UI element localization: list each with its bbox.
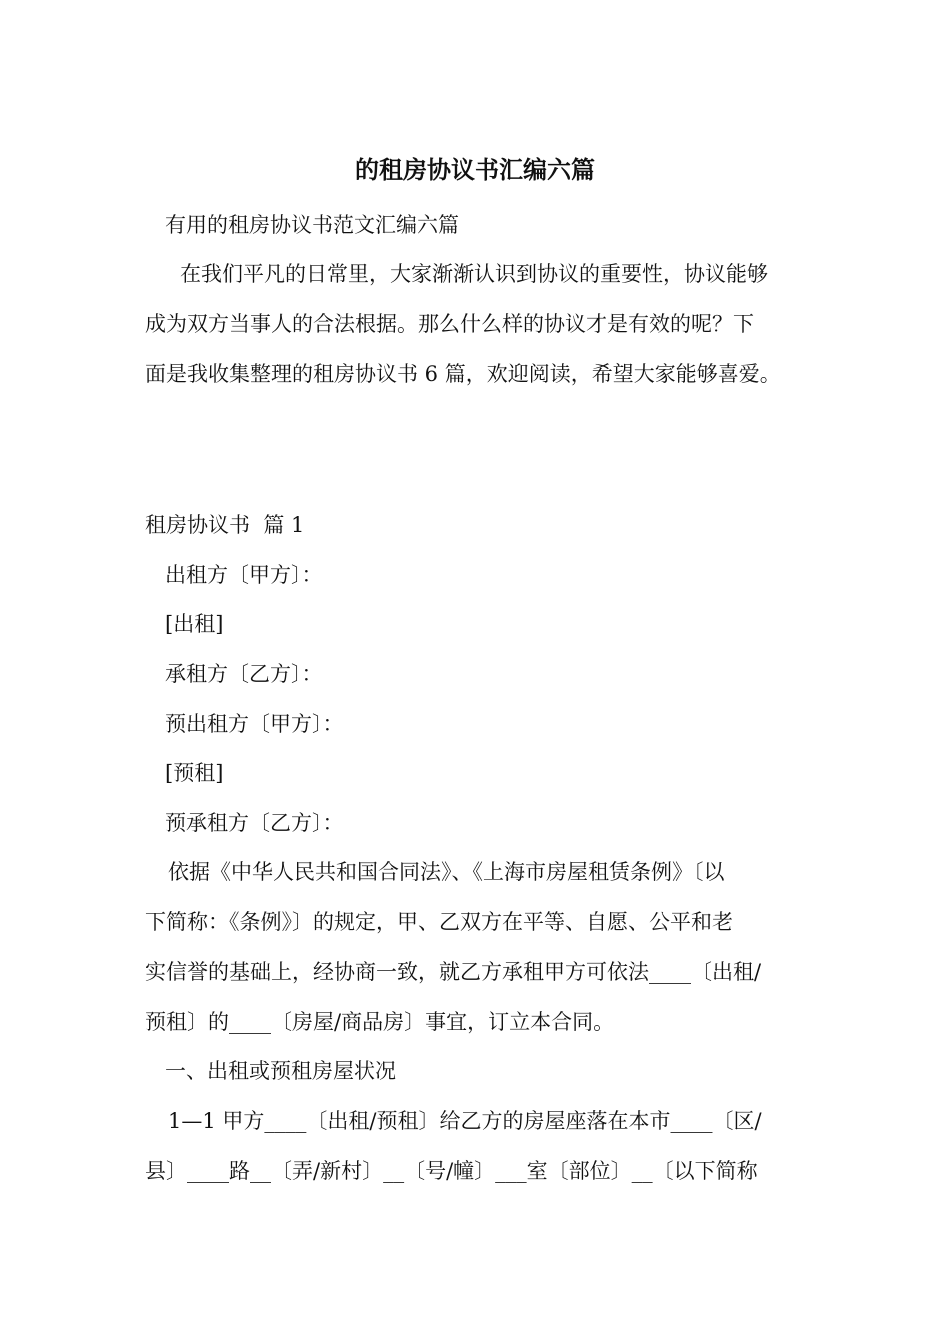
clause-1-1-line-1: 1—1 甲方____〔出租/预租〕给乙方的房屋座落在本市____〔区/ [168, 1109, 762, 1133]
basis-line-1: 依据《中华人民共和国合同法》、《上海市房屋租赁条例》〔以 [168, 860, 725, 884]
document-title: 的租房协议书汇编六篇 [355, 155, 595, 184]
basis-line-4: 预租〕的____〔房屋/商品房〕事宜，订立本合同。 [145, 1010, 615, 1034]
party-pre-lessee: 预承租方〔乙方〕： [165, 811, 344, 835]
clause-1-1-line-2: 县〕____路__〔弄/新村〕__〔号/幢〕___室〔部位〕__〔以下简称 [145, 1159, 758, 1183]
party-prerent-tag: [预租] [165, 761, 224, 785]
party-lessee: 承租方〔乙方〕： [165, 662, 323, 686]
document-subtitle: 有用的租房协议书范文汇编六篇 [165, 213, 459, 237]
section-title: 租房协议书 篇 1 [145, 513, 305, 537]
basis-line-2: 下简称：《条例》〕的规定，甲、乙双方在平等、自愿、公平和老 [145, 910, 733, 934]
intro-line-1: 在我们平凡的日常里，大家渐渐认识到协议的重要性，协议能够 [180, 262, 768, 286]
basis-line-3: 实信誉的基础上，经协商一致，就乙方承租甲方可依法____〔出租/ [145, 960, 762, 984]
party-lessor: 出租方〔甲方〕： [165, 563, 323, 587]
heading-1: 一、出租或预租房屋状况 [165, 1059, 396, 1083]
party-rent-tag: [出租] [165, 612, 224, 636]
party-pre-lessor: 预出租方〔甲方〕： [165, 712, 344, 736]
intro-line-2: 成为双方当事人的合法根据。那么什么样的协议才是有效的呢？下 [145, 312, 754, 336]
intro-line-3: 面是我收集整理的租房协议书 6 篇，欢迎阅读，希望大家能够喜爱。 [145, 362, 781, 386]
